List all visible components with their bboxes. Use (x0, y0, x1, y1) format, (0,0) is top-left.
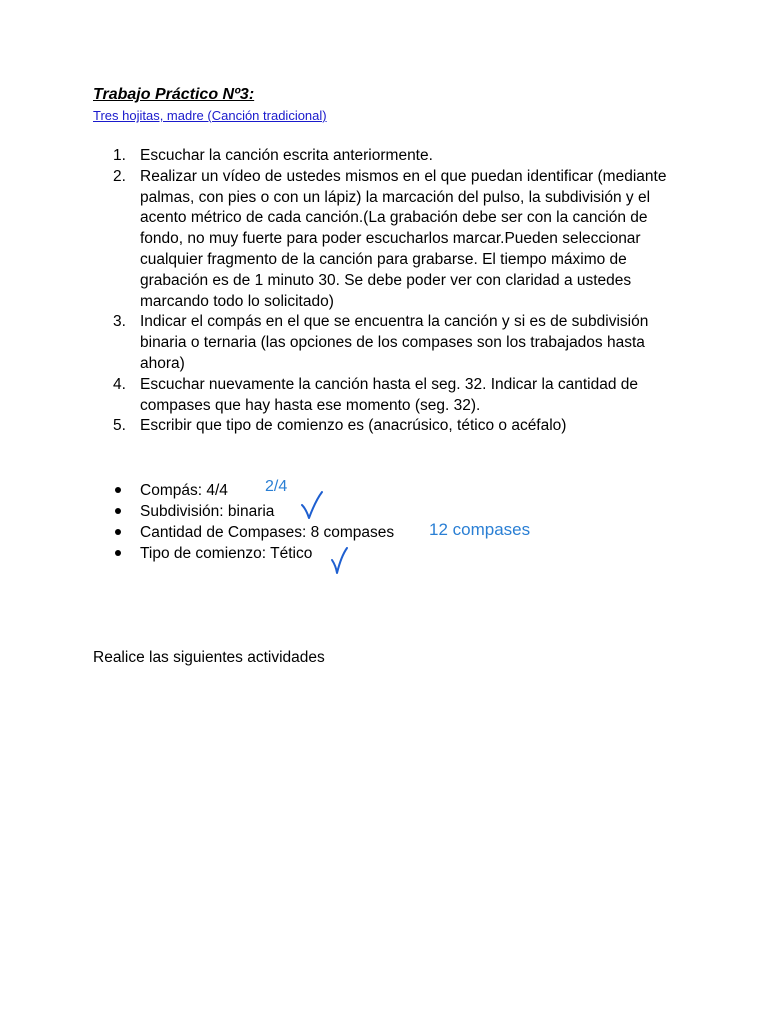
instruction-text: Escribir que tipo de comienzo es (anacrúsico, tético o acéfalo) (140, 417, 567, 435)
checkmark-icon (330, 546, 350, 576)
bullet-icon (115, 550, 121, 556)
instruction-text: Realizar un vídeo de ustedes mismos en el que puedan identificar (mediante palmas, con pies o con un lápiz) la marcación del pulso, la subdivisión y el acento métrico de cada canción.(La grabación debe ser con la canción de fondo, no muy fuerte para poder escucharlos marcar.Pueden seleccionar cualquier fragmento de la canción para grabarse. El tiempo máximo de grabación es de 1 minuto 30. Se debe poder ver con claridad a ustedes marcando todo lo solicitado) (140, 167, 667, 310)
instruction-item (105, 146, 685, 167)
checkmark-icon (300, 490, 324, 522)
answer-item (105, 480, 394, 501)
instruction-number: 4. (113, 375, 126, 393)
correction-compases: 12 compases (429, 520, 531, 539)
instruction-item (105, 312, 685, 374)
instruction-item (105, 167, 685, 313)
correction-compas: 2/4 (265, 478, 288, 495)
bullet-icon (115, 487, 121, 493)
answer-item (105, 501, 394, 522)
instruction-number: 3. (113, 313, 126, 331)
answer-item (105, 522, 394, 543)
instruction-item (105, 375, 685, 417)
instruction-number: 5. (113, 417, 126, 435)
activities-text: Realice las siguientes actividades (93, 649, 325, 666)
answer-text: Subdivisión: binaria (140, 503, 275, 520)
answer-text: Compás: 4/4 (140, 482, 228, 499)
answer-text: Tipo de comienzo: Tético (140, 545, 313, 562)
instruction-item (105, 416, 685, 437)
instruction-number: 1. (113, 147, 126, 164)
instruction-list (105, 146, 685, 437)
instruction-number: 2. (113, 167, 126, 185)
answer-text: Cantidad de Compases: 8 compases (140, 524, 395, 541)
instruction-text: Escuchar la canción escrita anteriormente. (140, 147, 433, 164)
answer-item (105, 543, 394, 564)
song-link[interactable]: Tres hojitas, madre (Canción tradicional) (93, 108, 327, 123)
bullet-icon (115, 508, 121, 514)
bullet-icon (115, 529, 121, 535)
document-title: Trabajo Práctico Nº3: (93, 86, 255, 103)
instruction-text: Escuchar nuevamente la canción hasta el seg. 32. Indicar la cantidad de compases que hay hasta ese momento (seg. 32). (140, 375, 639, 414)
instruction-text: Indicar el compás en el que se encuentra la canción y si es de subdivisión binaria o ternaria (las opciones de los compases son los trabajados hasta ahora) (140, 313, 649, 372)
answer-list (105, 480, 394, 564)
